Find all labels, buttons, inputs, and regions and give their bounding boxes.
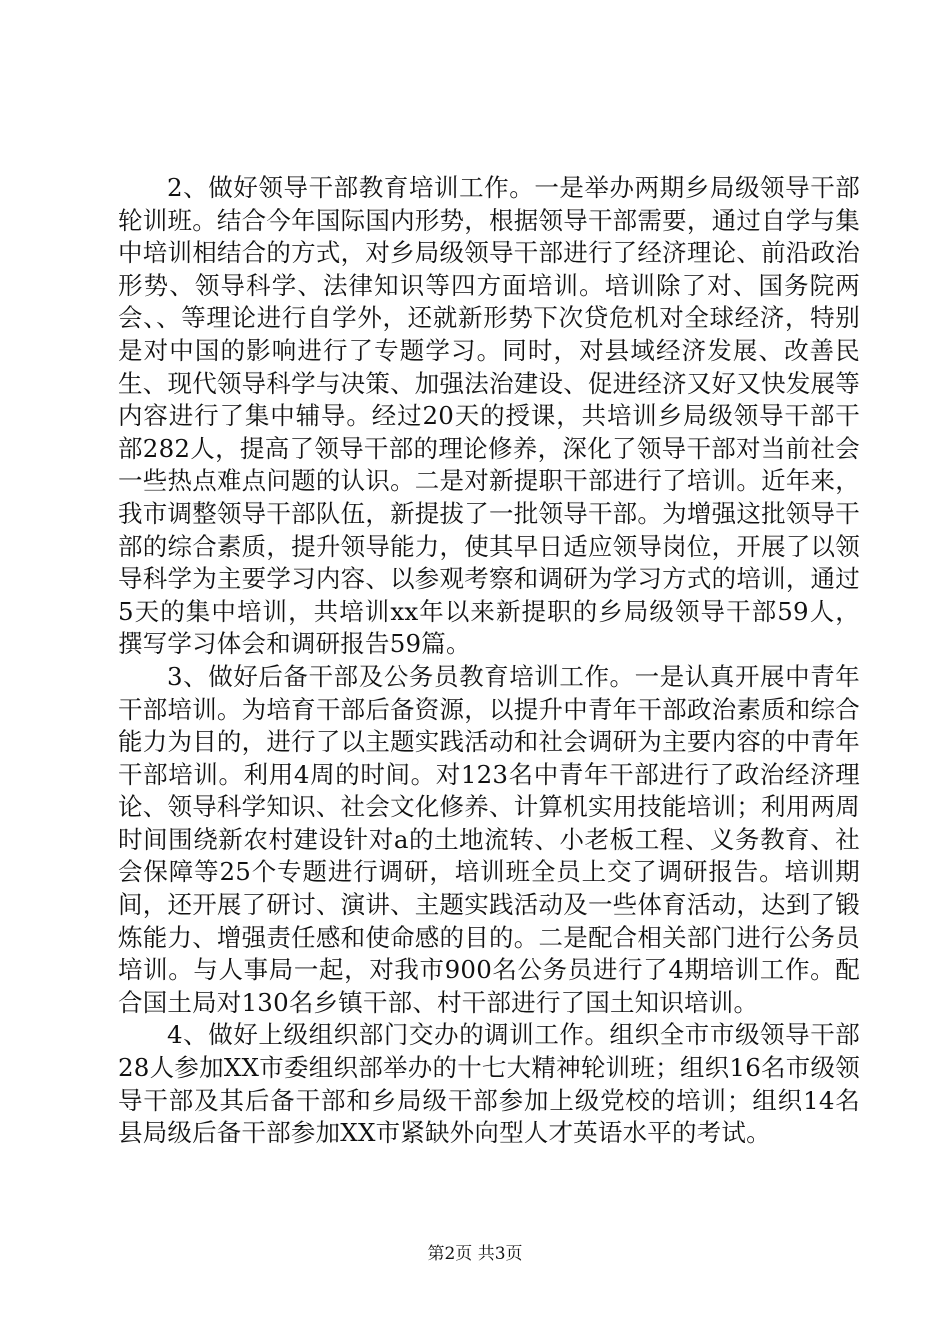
- document-body: [118, 172, 860, 1150]
- page-number-footer: 第2页 共3页: [427, 1244, 523, 1264]
- paragraph-assigned-training: 4、做好上级组织部门交办的调训工作。组织全市市级领导干部28人参加XX市委组织部举办的十七大精神轮训班；组织16名市级领导干部及其后备干部和乡局级干部参加上级党校的培训；组织14名县局级后备干部参加XX市紧缺外向型人才英语水平的考试。: [118, 1020, 860, 1148]
- paragraph-leader-training: 2、做好领导干部教育培训工作。一是举办两期乡局级领导干部轮训班。结合今年国际国内形势，根据领导干部需要，通过自学与集中培训相结合的方式，对乡局级领导干部进行了经济理论、前沿政治形势、领导科学、法律知识等四方面培训。培训除了对、国务院两会、、等理论进行自学外，还就新形势下次贷危机对全球经济，特别是对中国的影响进行了专题学习。同时，对县域经济发展、改善民生、现代领导科学与决策、加强法治建设、促进经济又好又快发展等内容进行了集中辅导。经过20天的授课，共培训乡局级领导干部干部282人，提高了领导干部的理论修养，深化了领导干部对当前社会一些热点难点问题的认识。二是对新提职干部进行了培训。近年来，我市调整领导干部队伍，新提拔了一批领导干部。为增强这批领导干部的综合素质，提升领导能力，使其早日适应领导岗位，开展了以领导科学为主要学习内容、以参观考察和调研为学习方式的培训，通过5天的集中培训，共培训xx年以来新提职的乡局级领导干部59人，撰写学习体会和调研报告59篇。: [118, 173, 860, 659]
- paragraph-reserve-cadre-training: 3、做好后备干部及公务员教育培训工作。一是认真开展中青年干部培训。为培育干部后备资源，以提升中青年干部政治素质和综合能力为目的，进行了以主题实践活动和社会调研为主要内容的中青年干部培训。利用4周的时间。对123名中青年干部进行了政治经济理论、领导科学知识、社会文化修养、计算机实用技能培训；利用两周时间围绕新农村建设针对a的土地流转、小老板工程、义务教育、社会保障等25个专题进行调研，培训班全员上交了调研报告。培训期间，还开展了研讨、演讲、主题实践活动及一些体育活动，达到了锻炼能力、增强责任感和使命感的目的。二是配合相关部门进行公务员培训。与人事局一起，对我市900名公务员进行了4期培训工作。配合国土局对130名乡镇干部、村干部进行了国土知识培训。: [118, 661, 860, 1017]
